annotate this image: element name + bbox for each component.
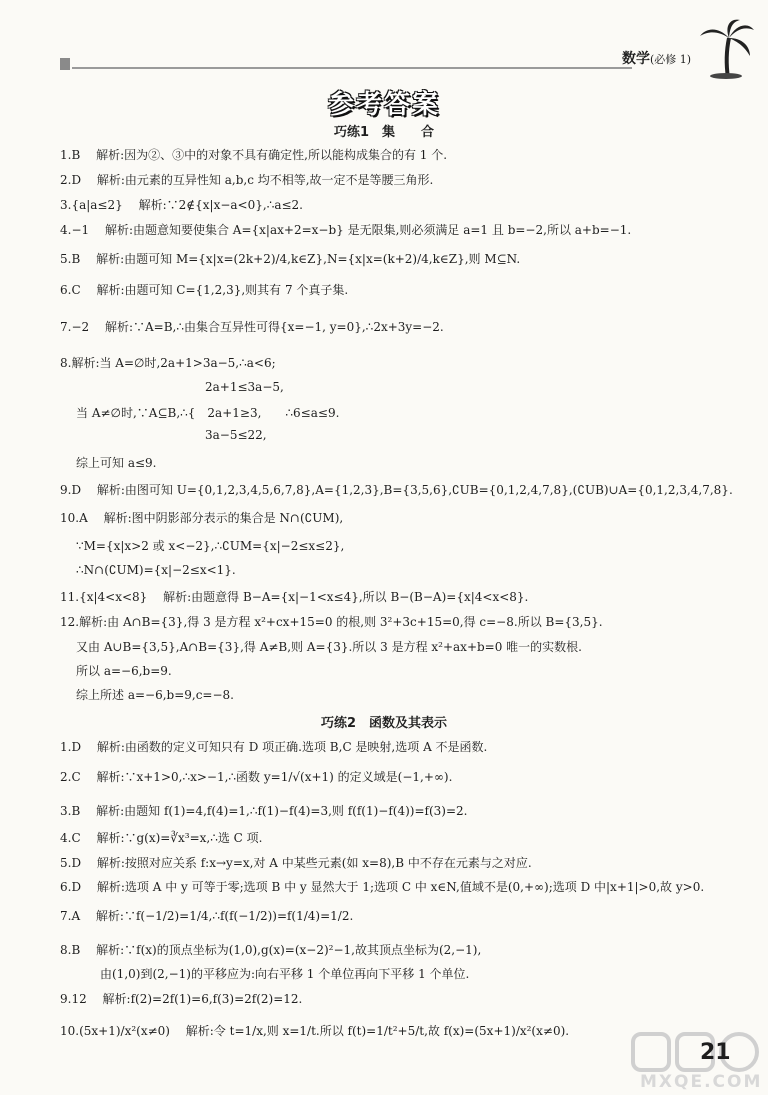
answer-line: 7.−2 解析:∵A=B,∴由集合互异性可得{x=−1, y=0},∴2x+3y=−2. <box>60 320 444 334</box>
answer-line: 5.B 解析:由题可知 M={x|x=(2k+2)/4,k∈Z},N={x|x=(k+2)/4,k∈Z},则 M⊆N. <box>60 252 521 266</box>
answer-line: 2a+1≤3a−5, <box>205 380 284 394</box>
answer-line: 综上所述 a=−6,b=9,c=−8. <box>76 688 234 702</box>
answer-line: 1.D 解析:由函数的定义可知只有 D 项正确.选项 B,C 是映射,选项 A 不是函数. <box>60 740 488 754</box>
answer-line: 2.C 解析:∵x+1>0,∴x>−1,∴函数 y=1/√(x+1) 的定义域是(−1,+∞). <box>60 770 453 784</box>
page-number: 21 <box>700 1040 731 1065</box>
answer-line: 2.D 解析:由元素的互异性知 a,b,c 均不相等,故一定不是等腰三角形. <box>60 173 434 187</box>
answer-line: 8.解析:当 A=∅时,2a+1>3a−5,∴a<6; <box>60 356 276 370</box>
answer-line: 所以 a=−6,b=9. <box>76 664 172 678</box>
answer-line: 3.{a|a≤2} 解析:∵2∉{x|x−a<0},∴a≤2. <box>60 198 303 212</box>
watermark-text: MXQE.COM <box>640 1072 763 1092</box>
answer-line: 1.B 解析:因为②、③中的对象不具有确定性,所以能构成集合的有 1 个. <box>60 148 448 162</box>
answer-line: 由(1,0)到(2,−1)的平移应为:向右平移 1 个单位再向下平移 1 个单位. <box>100 967 470 981</box>
answer-line: 10.(5x+1)/x²(x≠0) 解析:令 t=1/x,则 x=1/t.所以 f(t)=1/t²+5/t,故 f(x)=(5x+1)/x²(x≠0). <box>60 1024 570 1038</box>
header-square <box>60 58 70 70</box>
answer-line: ∵M={x|x>2 或 x<−2},∴∁UM={x|−2≤x≤2}, <box>76 539 345 553</box>
answer-line: 6.C 解析:由题可知 C={1,2,3},则其有 7 个真子集. <box>60 283 349 297</box>
answer-line: 3a−5≤22, <box>205 428 267 442</box>
answer-line: 11.{x|4<x<8} 解析:由题意得 B−A={x|−1<x≤4},所以 B−(B−A)={x|4<x<8}. <box>60 590 529 604</box>
page-title: 参考答案 <box>327 90 440 120</box>
answer-line: 9.12 解析:f(2)=2f(1)=6,f(3)=2f(2)=12. <box>60 992 303 1006</box>
answer-line: 10.A 解析:图中阴影部分表示的集合是 N∩(∁UM), <box>60 511 344 525</box>
answer-line: 当 A≠∅时,∵A⊆B,∴{ 2a+1≥3, ∴6≤a≤9. <box>76 406 340 420</box>
palm-tree-icon <box>696 16 756 80</box>
answer-line: 12.解析:由 A∩B={3},得 3 是方程 x²+cx+15=0 的根,则 3²+3c+15=0,得 c=−8.所以 B={3,5}. <box>60 615 603 629</box>
answer-line: 又由 A∪B={3,5},A∩B={3},得 A≠B,则 A={3}.所以 3 是方程 x²+ax+b=0 唯一的实数根. <box>76 640 582 654</box>
section-heading-2: 巧练2 函数及其表示 <box>320 716 448 731</box>
header-rule <box>72 67 632 69</box>
section-heading-1: 巧练1 集 合 <box>333 125 435 140</box>
answer-line: 6.D 解析:选项 A 中 y 可等于零;选项 B 中 y 显然大于 1;选项 C 中 x∈N,值域不是(0,+∞);选项 D 中|x+1|>0,故 y>0. <box>60 880 705 894</box>
header-subject: 数学(必修 1) <box>622 51 692 67</box>
answer-line: ∴N∩(∁UM)={x|−2≤x<1}. <box>76 563 236 577</box>
answer-line: 8.B 解析:∵f(x)的顶点坐标为(1,0),g(x)=(x−2)²−1,故其顶点坐标为(2,−1), <box>60 943 482 957</box>
answer-line: 9.D 解析:由图可知 U={0,1,2,3,4,5,6,7,8},A={1,2,3},B={3,5,6},∁UB={0,1,2,4,7,8},(∁UB)∪A={0,1,2,3,4,7,8}. <box>60 483 733 497</box>
answer-line: 7.A 解析:∵f(−1/2)=1/4,∴f(f(−1/2))=f(1/4)=1/2. <box>60 909 354 923</box>
answer-line: 3.B 解析:由题知 f(1)=4,f(4)=1,∴f(1)−f(4)=3,则 f(f(1)−f(4))=f(3)=2. <box>60 804 468 818</box>
answer-line: 5.D 解析:按照对应关系 f:x→y=x,对 A 中某些元素(如 x=8),B 中不存在元素与之对应. <box>60 856 532 870</box>
answer-line: 4.C 解析:∵g(x)=∛x³=x,∴选 C 项. <box>60 831 263 845</box>
answer-line: 4.−1 解析:由题意知要使集合 A={x|ax+2=x−b} 是无限集,则必须满足 a=1 且 b=−2,所以 a+b=−1. <box>60 223 632 237</box>
answer-line: 综上可知 a≤9. <box>76 456 157 470</box>
